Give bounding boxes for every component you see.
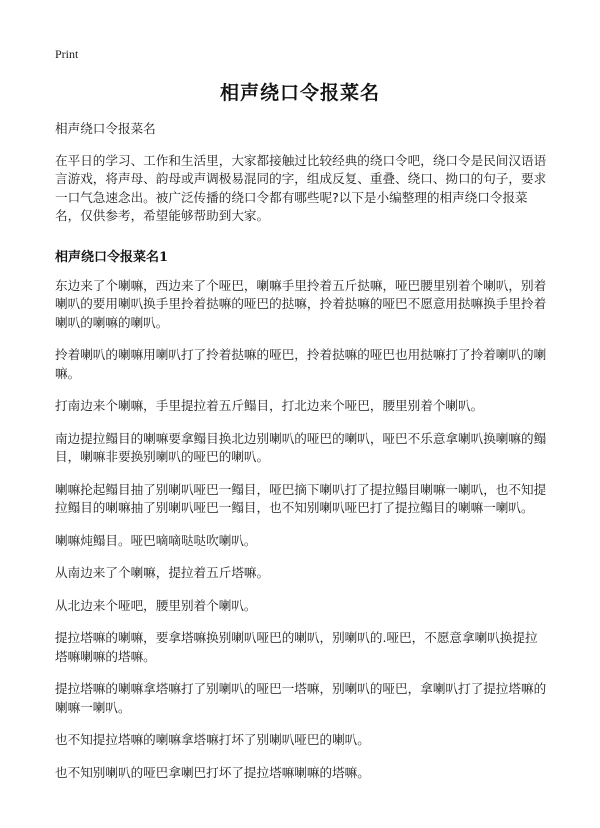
- paragraph-4: 南边提拉鳎目的喇嘛要拿鳎目换北边别喇叭的哑巴的喇叭，哑巴不乐意拿喇叭换喇嘛的鳎目，喇嘛非要换别喇叭的哑巴的喇叭。: [55, 430, 547, 464]
- paragraph-3: 打南边来个喇嘛，手里提拉着五斤鳎目，打北边来个哑巴，腰里别着个喇叭。: [55, 398, 484, 413]
- paragraph-6: 喇嘛炖鳎目。哑巴嘀嘀哒哒吹喇叭。: [55, 532, 257, 548]
- page-title: 相声绕口令报菜名: [219, 82, 380, 104]
- article-subtitle: 相声绕口令报菜名: [55, 121, 156, 136]
- paragraph-9: 提拉塔嘛的喇嘛，要拿塔嘛换别喇叭哑巴的喇叭，别喇叭的.哑巴，不愿意拿喇叭换提拉塔嘛喇嘛的塔嘛。: [55, 630, 538, 664]
- intro-paragraph: 在平日的学习、工作和生活里，大家都接触过比较经典的绕口令吧，绕口令是民间汉语语言游戏，将声母、韵母或声调极易混同的字，组成反复、重叠、绕口、拗口的句子，要求一口气急速念出。被广泛传播的绕口令都有哪些呢?以下是小编整理的相声绕口令报菜名，仅供参考，希望能够帮助到大家。: [55, 152, 547, 223]
- paragraph-5: 喇嘛抡起鳎目抽了别喇叭哑巴一鳎目，哑巴摘下喇叭打了提拉鳎目喇嘛一喇叭，也不知提拉鳎目的喇嘛抽了别喇叭哑巴一鳎目，也不知别喇叭哑巴打了提拉鳎目的喇嘛一喇叭。: [55, 481, 547, 515]
- paragraph-11: 也不知提拉塔嘛的喇嘛拿塔嘛打坏了别喇叭哑巴的喇叭。: [55, 732, 370, 747]
- paragraph-2: 拎着喇叭的喇嘛用喇叭打了拎着挞嘛的哑巴，拎着挞嘛的哑巴也用挞嘛打了拎着喇叭的喇嘛。: [55, 347, 547, 381]
- paragraph-1: 东边来了个喇嘛，西边来了个哑巴，喇嘛手里拎着五斤挞嘛，哑巴腰里别着个喇叭，别着喇叭的要用喇叭换手里拎着挞嘛的哑巴的挞嘛，拎着挞嘛的哑巴不愿意用挞嘛换手里拎着喇叭的喇嘛的喇叭。: [55, 277, 547, 330]
- paragraph-8: 从北边来个哑吧，腰里别着个喇叭。: [55, 597, 257, 613]
- article-body: [55, 120, 550, 796]
- paragraph-12: 也不知别喇叭的哑巴拿喇巴打坏了提拉塔嘛喇嘛的塔嘛。: [55, 764, 370, 780]
- section-heading: 相声绕口令报菜名1: [55, 249, 169, 265]
- paragraph-10: 提拉塔嘛的喇嘛拿塔嘛打了别喇叭的哑巴一塔嘛，别喇叭的哑巴，拿喇叭打了提拉塔嘛的喇嘛一喇叭。: [55, 681, 547, 715]
- paragraph-7: 从南边来了个喇嘛，提拉着五斤塔嘛。: [55, 565, 270, 580]
- print-link[interactable]: Print: [55, 47, 79, 61]
